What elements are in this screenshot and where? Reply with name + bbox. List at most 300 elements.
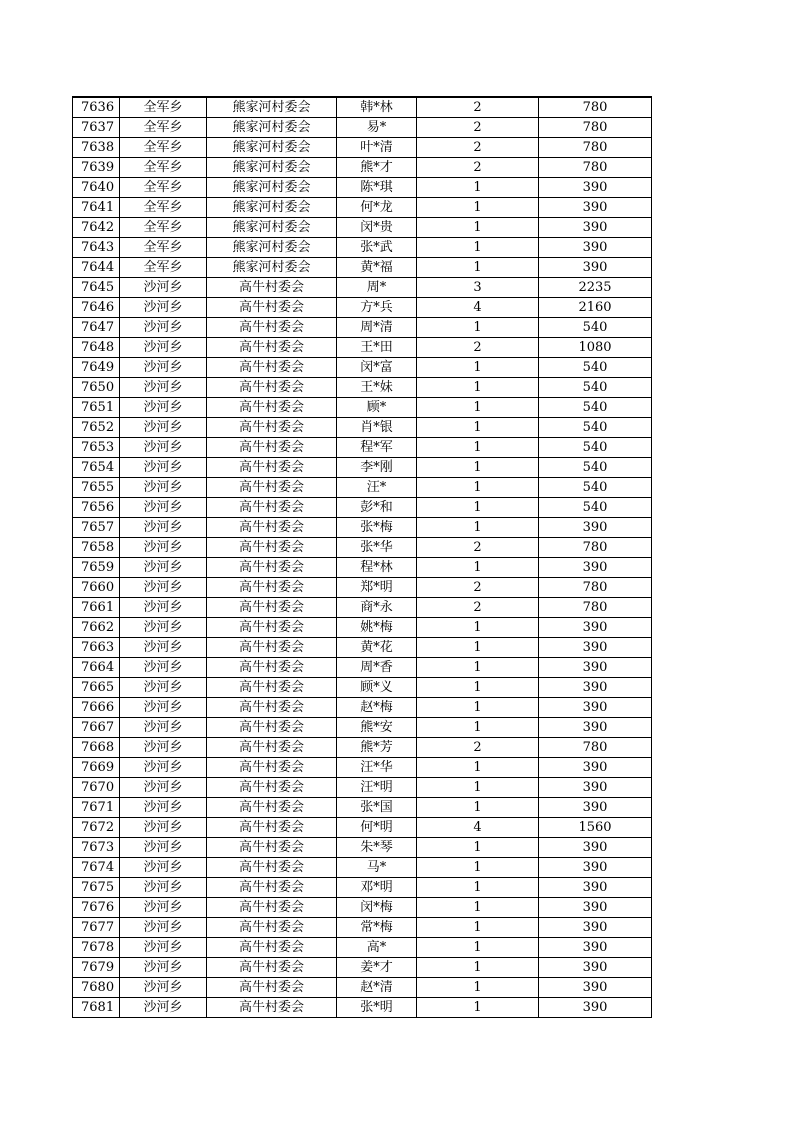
household-count-cell: 1 [417, 458, 539, 478]
table-row [73, 718, 652, 738]
town-cell: 沙河乡 [120, 598, 207, 618]
village-cell: 高牛村委会 [207, 798, 337, 818]
amount-cell: 390 [539, 638, 652, 658]
name-cell: 周*香 [337, 658, 417, 678]
town-cell: 沙河乡 [120, 498, 207, 518]
household-count-cell: 2 [417, 578, 539, 598]
town-cell: 沙河乡 [120, 778, 207, 798]
village-cell: 高牛村委会 [207, 578, 337, 598]
village-cell: 高牛村委会 [207, 558, 337, 578]
name-cell: 陈*琪 [337, 178, 417, 198]
row-id-cell: 7663 [73, 638, 120, 658]
village-cell: 高牛村委会 [207, 378, 337, 398]
row-id-cell: 7681 [73, 998, 120, 1018]
amount-cell: 780 [539, 158, 652, 178]
town-cell: 沙河乡 [120, 858, 207, 878]
amount-cell: 2160 [539, 298, 652, 318]
village-cell: 高牛村委会 [207, 818, 337, 838]
table-row [73, 378, 652, 398]
village-cell: 高牛村委会 [207, 418, 337, 438]
village-cell: 高牛村委会 [207, 358, 337, 378]
row-id-cell: 7660 [73, 578, 120, 598]
village-cell: 高牛村委会 [207, 438, 337, 458]
town-cell: 沙河乡 [120, 758, 207, 778]
household-count-cell: 1 [417, 198, 539, 218]
name-cell: 张*明 [337, 998, 417, 1018]
amount-cell: 1560 [539, 818, 652, 838]
amount-cell: 1080 [539, 338, 652, 358]
table-row [73, 258, 652, 278]
table-row [73, 878, 652, 898]
table-row [73, 498, 652, 518]
name-cell: 周*清 [337, 318, 417, 338]
village-cell: 高牛村委会 [207, 918, 337, 938]
row-id-cell: 7643 [73, 238, 120, 258]
town-cell: 沙河乡 [120, 458, 207, 478]
table-row [73, 398, 652, 418]
household-count-cell: 1 [417, 218, 539, 238]
amount-cell: 390 [539, 958, 652, 978]
amount-cell: 540 [539, 358, 652, 378]
amount-cell: 390 [539, 778, 652, 798]
name-cell: 姜*才 [337, 958, 417, 978]
amount-cell: 540 [539, 418, 652, 438]
amount-cell: 390 [539, 658, 652, 678]
row-id-cell: 7679 [73, 958, 120, 978]
amount-cell: 540 [539, 438, 652, 458]
household-count-cell: 1 [417, 838, 539, 858]
town-cell: 沙河乡 [120, 578, 207, 598]
household-count-cell: 1 [417, 958, 539, 978]
table-row [73, 678, 652, 698]
household-count-cell: 1 [417, 998, 539, 1018]
amount-cell: 780 [539, 538, 652, 558]
name-cell: 熊*安 [337, 718, 417, 738]
town-cell: 沙河乡 [120, 478, 207, 498]
table-row [73, 658, 652, 678]
household-count-cell: 1 [417, 358, 539, 378]
name-cell: 顾* [337, 398, 417, 418]
row-id-cell: 7644 [73, 258, 120, 278]
household-count-cell: 3 [417, 278, 539, 298]
name-cell: 闵*富 [337, 358, 417, 378]
name-cell: 程*军 [337, 438, 417, 458]
row-id-cell: 7671 [73, 798, 120, 818]
row-id-cell: 7654 [73, 458, 120, 478]
town-cell: 全军乡 [120, 238, 207, 258]
amount-cell: 540 [539, 478, 652, 498]
household-count-cell: 2 [417, 138, 539, 158]
household-count-cell: 1 [417, 378, 539, 398]
town-cell: 沙河乡 [120, 998, 207, 1018]
household-count-cell: 2 [417, 97, 539, 118]
town-cell: 全军乡 [120, 218, 207, 238]
household-count-cell: 1 [417, 938, 539, 958]
household-count-cell: 1 [417, 898, 539, 918]
village-cell: 高牛村委会 [207, 318, 337, 338]
row-id-cell: 7647 [73, 318, 120, 338]
row-id-cell: 7638 [73, 138, 120, 158]
row-id-cell: 7658 [73, 538, 120, 558]
table-row [73, 898, 652, 918]
row-id-cell: 7673 [73, 838, 120, 858]
village-cell: 高牛村委会 [207, 298, 337, 318]
table-row [73, 638, 652, 658]
row-id-cell: 7637 [73, 118, 120, 138]
village-cell: 高牛村委会 [207, 678, 337, 698]
name-cell: 熊*芳 [337, 738, 417, 758]
town-cell: 沙河乡 [120, 958, 207, 978]
row-id-cell: 7664 [73, 658, 120, 678]
village-cell: 高牛村委会 [207, 338, 337, 358]
amount-cell: 390 [539, 218, 652, 238]
amount-cell: 390 [539, 858, 652, 878]
row-id-cell: 7653 [73, 438, 120, 458]
household-count-cell: 1 [417, 698, 539, 718]
household-count-cell: 4 [417, 818, 539, 838]
household-count-cell: 2 [417, 118, 539, 138]
table-row [73, 458, 652, 478]
amount-cell: 780 [539, 578, 652, 598]
name-cell: 方*兵 [337, 298, 417, 318]
name-cell: 王*田 [337, 338, 417, 358]
amount-cell: 390 [539, 878, 652, 898]
village-cell: 高牛村委会 [207, 898, 337, 918]
town-cell: 沙河乡 [120, 698, 207, 718]
town-cell: 沙河乡 [120, 978, 207, 998]
town-cell: 沙河乡 [120, 938, 207, 958]
household-count-cell: 1 [417, 918, 539, 938]
name-cell: 周* [337, 278, 417, 298]
household-count-cell: 1 [417, 558, 539, 578]
town-cell: 沙河乡 [120, 358, 207, 378]
amount-cell: 780 [539, 738, 652, 758]
amount-cell: 540 [539, 318, 652, 338]
table-row [73, 118, 652, 138]
village-cell: 熊家河村委会 [207, 218, 337, 238]
amount-cell: 390 [539, 718, 652, 738]
household-count-cell: 1 [417, 878, 539, 898]
row-id-cell: 7677 [73, 918, 120, 938]
town-cell: 沙河乡 [120, 318, 207, 338]
name-cell: 闵*梅 [337, 898, 417, 918]
town-cell: 沙河乡 [120, 338, 207, 358]
village-cell: 高牛村委会 [207, 758, 337, 778]
town-cell: 沙河乡 [120, 418, 207, 438]
row-id-cell: 7648 [73, 338, 120, 358]
table-row [73, 97, 652, 118]
row-id-cell: 7646 [73, 298, 120, 318]
household-count-cell: 1 [417, 498, 539, 518]
table-row [73, 618, 652, 638]
name-cell: 顾*义 [337, 678, 417, 698]
table-row [73, 598, 652, 618]
town-cell: 沙河乡 [120, 558, 207, 578]
table-row [73, 538, 652, 558]
name-cell: 李*刚 [337, 458, 417, 478]
name-cell: 马* [337, 858, 417, 878]
row-id-cell: 7655 [73, 478, 120, 498]
town-cell: 沙河乡 [120, 678, 207, 698]
town-cell: 沙河乡 [120, 818, 207, 838]
town-cell: 沙河乡 [120, 438, 207, 458]
village-cell: 熊家河村委会 [207, 118, 337, 138]
row-id-cell: 7670 [73, 778, 120, 798]
table-row [73, 978, 652, 998]
household-count-cell: 1 [417, 418, 539, 438]
row-id-cell: 7678 [73, 938, 120, 958]
village-cell: 高牛村委会 [207, 778, 337, 798]
name-cell: 何*明 [337, 818, 417, 838]
village-cell: 高牛村委会 [207, 838, 337, 858]
amount-cell: 390 [539, 618, 652, 638]
row-id-cell: 7675 [73, 878, 120, 898]
household-count-cell: 1 [417, 478, 539, 498]
town-cell: 全军乡 [120, 138, 207, 158]
town-cell: 沙河乡 [120, 718, 207, 738]
table-row [73, 278, 652, 298]
household-count-cell: 2 [417, 538, 539, 558]
name-cell: 郑*明 [337, 578, 417, 598]
village-cell: 熊家河村委会 [207, 158, 337, 178]
name-cell: 彭*和 [337, 498, 417, 518]
amount-cell: 780 [539, 598, 652, 618]
table-row [73, 178, 652, 198]
household-count-cell: 2 [417, 338, 539, 358]
row-id-cell: 7676 [73, 898, 120, 918]
row-id-cell: 7640 [73, 178, 120, 198]
row-id-cell: 7674 [73, 858, 120, 878]
village-cell: 高牛村委会 [207, 398, 337, 418]
village-cell: 高牛村委会 [207, 958, 337, 978]
village-cell: 高牛村委会 [207, 938, 337, 958]
town-cell: 全军乡 [120, 258, 207, 278]
village-cell: 高牛村委会 [207, 878, 337, 898]
amount-cell: 390 [539, 698, 652, 718]
village-cell: 熊家河村委会 [207, 198, 337, 218]
name-cell: 邓*明 [337, 878, 417, 898]
table-row [73, 958, 652, 978]
table-row [73, 798, 652, 818]
row-id-cell: 7636 [73, 97, 120, 118]
row-id-cell: 7666 [73, 698, 120, 718]
name-cell: 高* [337, 938, 417, 958]
row-id-cell: 7652 [73, 418, 120, 438]
village-cell: 高牛村委会 [207, 538, 337, 558]
household-count-cell: 1 [417, 438, 539, 458]
amount-cell: 390 [539, 558, 652, 578]
amount-cell: 2235 [539, 278, 652, 298]
row-id-cell: 7667 [73, 718, 120, 738]
village-cell: 熊家河村委会 [207, 138, 337, 158]
name-cell: 黄*福 [337, 258, 417, 278]
table-row [73, 358, 652, 378]
village-cell: 高牛村委会 [207, 858, 337, 878]
household-count-cell: 1 [417, 258, 539, 278]
amount-cell: 390 [539, 678, 652, 698]
amount-cell: 390 [539, 758, 652, 778]
table-row [73, 438, 652, 458]
table-row [73, 758, 652, 778]
village-cell: 熊家河村委会 [207, 238, 337, 258]
table-row [73, 858, 652, 878]
row-id-cell: 7649 [73, 358, 120, 378]
village-cell: 熊家河村委会 [207, 178, 337, 198]
table-row [73, 298, 652, 318]
table-row [73, 518, 652, 538]
amount-cell: 780 [539, 97, 652, 118]
amount-cell: 540 [539, 498, 652, 518]
name-cell: 赵*清 [337, 978, 417, 998]
household-count-cell: 2 [417, 598, 539, 618]
town-cell: 沙河乡 [120, 518, 207, 538]
name-cell: 张*武 [337, 238, 417, 258]
amount-cell: 540 [539, 458, 652, 478]
name-cell: 程*林 [337, 558, 417, 578]
table-row [73, 778, 652, 798]
name-cell: 肖*银 [337, 418, 417, 438]
table-row [73, 218, 652, 238]
amount-cell: 540 [539, 398, 652, 418]
town-cell: 沙河乡 [120, 378, 207, 398]
table-row [73, 818, 652, 838]
name-cell: 张*华 [337, 538, 417, 558]
household-count-cell: 1 [417, 718, 539, 738]
household-count-cell: 1 [417, 858, 539, 878]
row-id-cell: 7672 [73, 818, 120, 838]
row-id-cell: 7639 [73, 158, 120, 178]
village-cell: 高牛村委会 [207, 638, 337, 658]
name-cell: 商*永 [337, 598, 417, 618]
amount-cell: 390 [539, 238, 652, 258]
row-id-cell: 7645 [73, 278, 120, 298]
table-row [73, 318, 652, 338]
village-cell: 高牛村委会 [207, 658, 337, 678]
town-cell: 全军乡 [120, 198, 207, 218]
row-id-cell: 7680 [73, 978, 120, 998]
village-cell: 高牛村委会 [207, 698, 337, 718]
table-row [73, 838, 652, 858]
amount-cell: 390 [539, 178, 652, 198]
household-count-cell: 1 [417, 798, 539, 818]
amount-cell: 780 [539, 138, 652, 158]
town-cell: 沙河乡 [120, 838, 207, 858]
amount-cell: 390 [539, 918, 652, 938]
town-cell: 沙河乡 [120, 798, 207, 818]
town-cell: 沙河乡 [120, 618, 207, 638]
village-cell: 高牛村委会 [207, 518, 337, 538]
household-count-cell: 2 [417, 738, 539, 758]
table-row [73, 238, 652, 258]
name-cell: 常*梅 [337, 918, 417, 938]
household-count-cell: 1 [417, 638, 539, 658]
household-count-cell: 1 [417, 618, 539, 638]
household-count-cell: 1 [417, 518, 539, 538]
table-row [73, 478, 652, 498]
table-row [73, 698, 652, 718]
name-cell: 赵*梅 [337, 698, 417, 718]
data-table [72, 96, 652, 1018]
village-cell: 高牛村委会 [207, 278, 337, 298]
household-count-cell: 4 [417, 298, 539, 318]
table-row [73, 158, 652, 178]
town-cell: 沙河乡 [120, 538, 207, 558]
table-row [73, 938, 652, 958]
name-cell: 易* [337, 118, 417, 138]
amount-cell: 390 [539, 998, 652, 1018]
village-cell: 高牛村委会 [207, 738, 337, 758]
household-count-cell: 2 [417, 158, 539, 178]
town-cell: 沙河乡 [120, 398, 207, 418]
row-id-cell: 7665 [73, 678, 120, 698]
row-id-cell: 7650 [73, 378, 120, 398]
row-id-cell: 7656 [73, 498, 120, 518]
town-cell: 沙河乡 [120, 738, 207, 758]
household-count-cell: 1 [417, 178, 539, 198]
row-id-cell: 7661 [73, 598, 120, 618]
village-cell: 高牛村委会 [207, 618, 337, 638]
name-cell: 韩*林 [337, 97, 417, 118]
amount-cell: 390 [539, 258, 652, 278]
table-body [73, 97, 652, 1018]
name-cell: 叶*清 [337, 138, 417, 158]
town-cell: 沙河乡 [120, 918, 207, 938]
name-cell: 张*国 [337, 798, 417, 818]
village-cell: 熊家河村委会 [207, 258, 337, 278]
town-cell: 沙河乡 [120, 878, 207, 898]
household-count-cell: 1 [417, 978, 539, 998]
household-count-cell: 1 [417, 778, 539, 798]
town-cell: 沙河乡 [120, 658, 207, 678]
village-cell: 高牛村委会 [207, 998, 337, 1018]
row-id-cell: 7657 [73, 518, 120, 538]
household-count-cell: 1 [417, 678, 539, 698]
village-cell: 高牛村委会 [207, 598, 337, 618]
amount-cell: 540 [539, 378, 652, 398]
table-row [73, 198, 652, 218]
town-cell: 全军乡 [120, 97, 207, 118]
household-count-cell: 1 [417, 658, 539, 678]
village-cell: 熊家河村委会 [207, 97, 337, 118]
village-cell: 高牛村委会 [207, 458, 337, 478]
name-cell: 熊*才 [337, 158, 417, 178]
town-cell: 全军乡 [120, 158, 207, 178]
table-row [73, 138, 652, 158]
village-cell: 高牛村委会 [207, 478, 337, 498]
town-cell: 全军乡 [120, 118, 207, 138]
table-row [73, 338, 652, 358]
name-cell: 张*梅 [337, 518, 417, 538]
amount-cell: 390 [539, 838, 652, 858]
amount-cell: 390 [539, 978, 652, 998]
table-row [73, 738, 652, 758]
amount-cell: 390 [539, 198, 652, 218]
name-cell: 汪*明 [337, 778, 417, 798]
row-id-cell: 7651 [73, 398, 120, 418]
amount-cell: 390 [539, 898, 652, 918]
town-cell: 沙河乡 [120, 298, 207, 318]
household-count-cell: 1 [417, 318, 539, 338]
town-cell: 沙河乡 [120, 898, 207, 918]
name-cell: 黄*花 [337, 638, 417, 658]
table-row [73, 998, 652, 1018]
name-cell: 汪* [337, 478, 417, 498]
row-id-cell: 7668 [73, 738, 120, 758]
row-id-cell: 7662 [73, 618, 120, 638]
row-id-cell: 7641 [73, 198, 120, 218]
town-cell: 沙河乡 [120, 638, 207, 658]
table-row [73, 418, 652, 438]
